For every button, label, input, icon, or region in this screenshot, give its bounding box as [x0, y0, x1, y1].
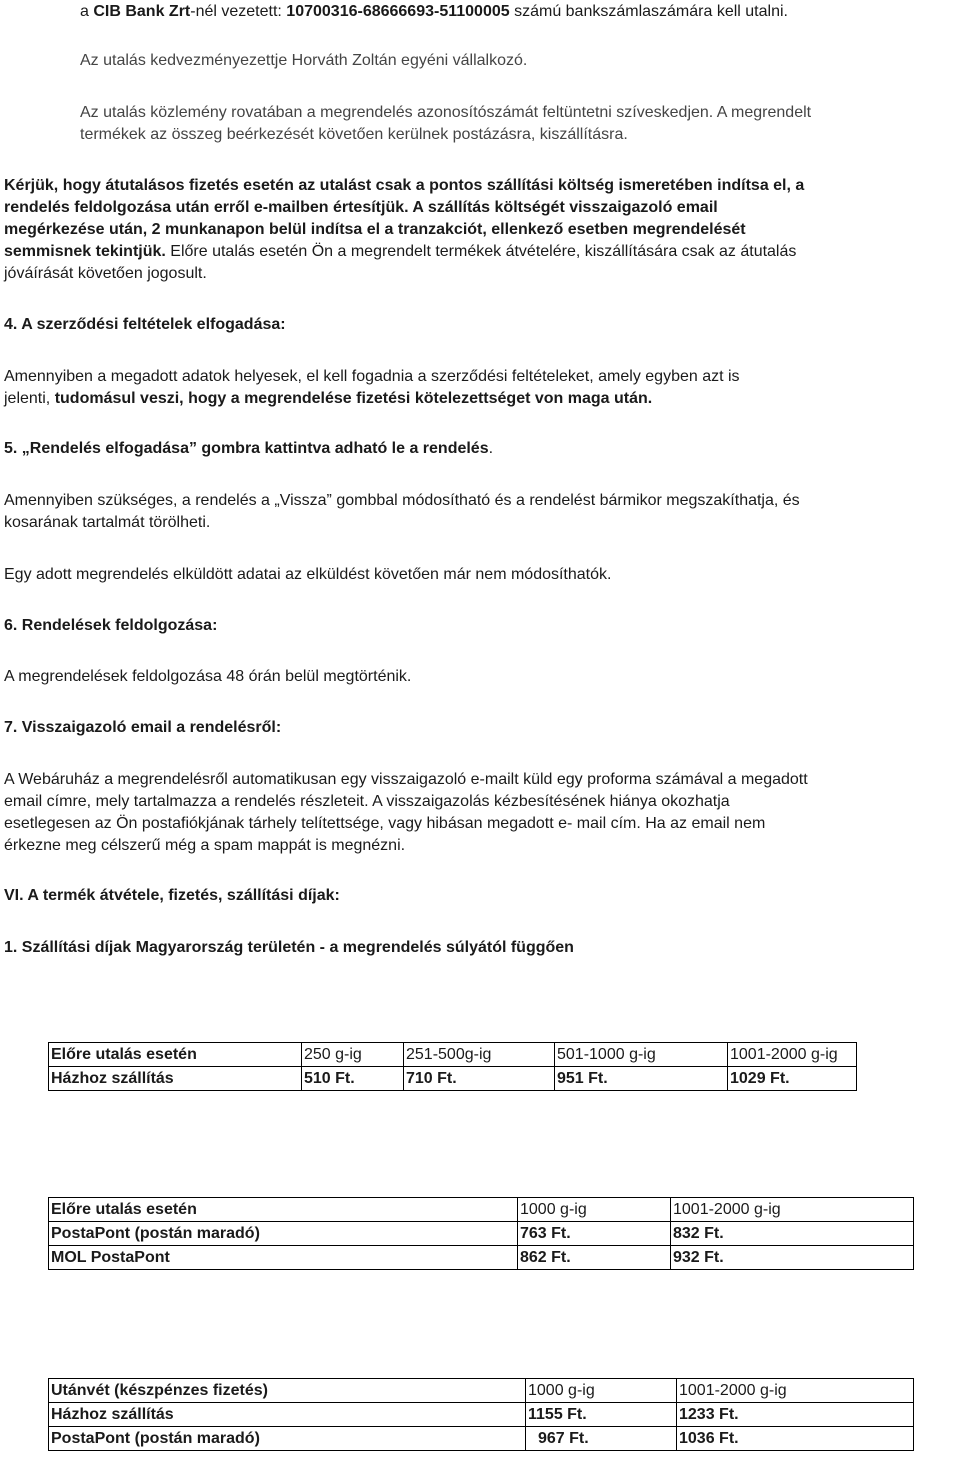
- table-cell: MOL PostaPont: [49, 1246, 518, 1270]
- confirmation-line-3: esetlegesen az Ön postafiókjának tárhely telítettsége, vagy hibásan megadott e- mail cím. Ha az email nem: [4, 815, 766, 832]
- table-cell: 1000 g-ig: [526, 1379, 677, 1403]
- table-cell: 763 Ft.: [518, 1222, 671, 1246]
- table-cell: 501-1000 g-ig: [555, 1043, 728, 1067]
- table-cell: 967 Ft.: [526, 1427, 677, 1451]
- text: -nél vezetett:: [190, 3, 287, 20]
- transfer-note-line-5: jóváírását követően jogosult.: [4, 265, 207, 282]
- text: a: [80, 3, 94, 20]
- confirmation-line-2: email címre, mely tartalmazza a rendelés részleteit. A visszaigazolás kézbesítésének hiánya okozhatja: [4, 793, 730, 810]
- table-row: [49, 1246, 914, 1270]
- table-cell: 1233 Ft.: [677, 1403, 914, 1427]
- cod-table: [48, 1378, 914, 1451]
- table-cell: 710 Ft.: [404, 1067, 555, 1091]
- table-cell: 1000 g-ig: [518, 1198, 671, 1222]
- confirmation-line-4: érkezne meg célszerű még a spam mappát is megnézni.: [4, 837, 406, 854]
- table-row: [49, 1198, 914, 1222]
- beneficiary-paragraph: Az utalás kedvezményezettje Horváth Zoltán egyéni vállalkozó.: [80, 52, 528, 69]
- table-cell: 932 Ft.: [671, 1246, 914, 1270]
- acceptance-line-2: [4, 388, 652, 410]
- table-cell: Házhoz szállítás: [49, 1403, 526, 1427]
- text: .: [488, 440, 494, 457]
- prepaid-postapont-table: [48, 1197, 914, 1270]
- table-cell: 1036 Ft.: [677, 1427, 914, 1451]
- text: 5. „Rendelés elfogadása” gombra kattintva adható le a rendelés: [4, 440, 489, 457]
- prepaid-home-delivery-table: [48, 1042, 857, 1091]
- section-VI-heading: VI. A termék átvétele, fizetés, szállítási díjak:: [4, 887, 340, 904]
- section-5-heading: [4, 438, 493, 460]
- table-row: [49, 1222, 914, 1246]
- table-cell: PostaPont (postán maradó): [49, 1222, 518, 1246]
- text: számú bankszámlaszámára kell utalni.: [509, 3, 788, 20]
- modify-line-1: Amennyiben szükséges, a rendelés a „Vissza” gombbal módosítható és a rendelést bármikor megszakíthatja, és: [4, 492, 800, 509]
- table-row: [49, 1067, 857, 1091]
- table-cell: 1001-2000 g-ig: [677, 1379, 914, 1403]
- acceptance-line-1: Amennyiben a megadott adatok helyesek, el kell fogadnia a szerződési feltételeket, amely egyben azt is: [4, 368, 740, 385]
- table-cell: 1001-2000 g-ig: [728, 1043, 857, 1067]
- table-row: [49, 1379, 914, 1403]
- processing-paragraph: A megrendelések feldolgozása 48 órán belül megtörténik.: [4, 668, 412, 685]
- text: rendelés feldolgozása után erről e-mailben értesítjük.: [4, 199, 409, 216]
- text: Előre utalás esetén Ön a megrendelt termékek átvételére, kiszállítására csak az átutalás: [165, 243, 797, 260]
- table-cell: Előre utalás esetén: [49, 1198, 518, 1222]
- reference-paragraph-line-1: Az utalás közlemény rovatában a megrendelés azonosítószámát feltüntetni szíveskedjen. A megrendelt: [80, 104, 812, 121]
- table-cell: PostaPont (postán maradó): [49, 1427, 526, 1451]
- no-modify-paragraph: Egy adott megrendelés elküldött adatai az elküldést követően már nem módosíthatók.: [4, 566, 612, 583]
- table-cell: Utánvét (készpénzes fizetés): [49, 1379, 526, 1403]
- transfer-note-line-4: [4, 241, 796, 263]
- section-7-heading: 7. Visszaigazoló email a rendelésről:: [4, 719, 282, 736]
- table-cell: 1029 Ft.: [728, 1067, 857, 1091]
- table-cell: 951 Ft.: [555, 1067, 728, 1091]
- text: A szállítás költségét visszaigazoló email: [408, 199, 718, 216]
- table-row: [49, 1403, 914, 1427]
- modify-line-2: kosarának tartalmát törölheti.: [4, 514, 211, 531]
- table-cell: Házhoz szállítás: [49, 1067, 302, 1091]
- table-cell: 862 Ft.: [518, 1246, 671, 1270]
- transfer-note-line-1: Kérjük, hogy átutalásos fizetés esetén az utalást csak a pontos szállítási költség ismeretében indítsa el, a: [4, 177, 805, 194]
- confirmation-line-1: A Webáruház a megrendelésről automatikusan egy visszaigazoló e-mailt küld egy proforma számával a megadott: [4, 771, 808, 788]
- text: tudomásul veszi, hogy a megrendelése fizetési kötelezettséget von maga után.: [54, 390, 653, 407]
- text: jelenti,: [4, 390, 55, 407]
- table-cell: 250 g-ig: [302, 1043, 404, 1067]
- table-cell: 251-500g-ig: [404, 1043, 555, 1067]
- table-cell: Előre utalás esetén: [49, 1043, 302, 1067]
- bank-account-paragraph: [80, 1, 788, 23]
- transfer-note-line-3: megérkezése után, 2 munkanapon belül indítsa el a tranzakciót, ellenkező esetben megrendelését: [4, 221, 746, 238]
- transfer-note-line-2: [4, 197, 718, 219]
- table-row: [49, 1043, 857, 1067]
- table-cell: 1001-2000 g-ig: [671, 1198, 914, 1222]
- shipping-fees-heading: 1. Szállítási díjak Magyarország területén - a megrendelés súlyától függően: [4, 939, 574, 956]
- section-4-heading: 4. A szerződési feltételek elfogadása:: [4, 316, 286, 333]
- section-6-heading: 6. Rendelések feldolgozása:: [4, 617, 218, 634]
- bank-name: CIB Bank Zrt: [93, 3, 191, 20]
- table-cell: 510 Ft.: [302, 1067, 404, 1091]
- table-row: [49, 1427, 914, 1451]
- account-number: 10700316-68666693-51100005: [286, 3, 510, 20]
- table-cell: 1155 Ft.: [526, 1403, 677, 1427]
- table-cell: 832 Ft.: [671, 1222, 914, 1246]
- reference-paragraph-line-2: termékek az összeg beérkezését követően kerülnek postázásra, kiszállításra.: [80, 126, 628, 143]
- text: semmisnek tekintjük.: [4, 243, 166, 260]
